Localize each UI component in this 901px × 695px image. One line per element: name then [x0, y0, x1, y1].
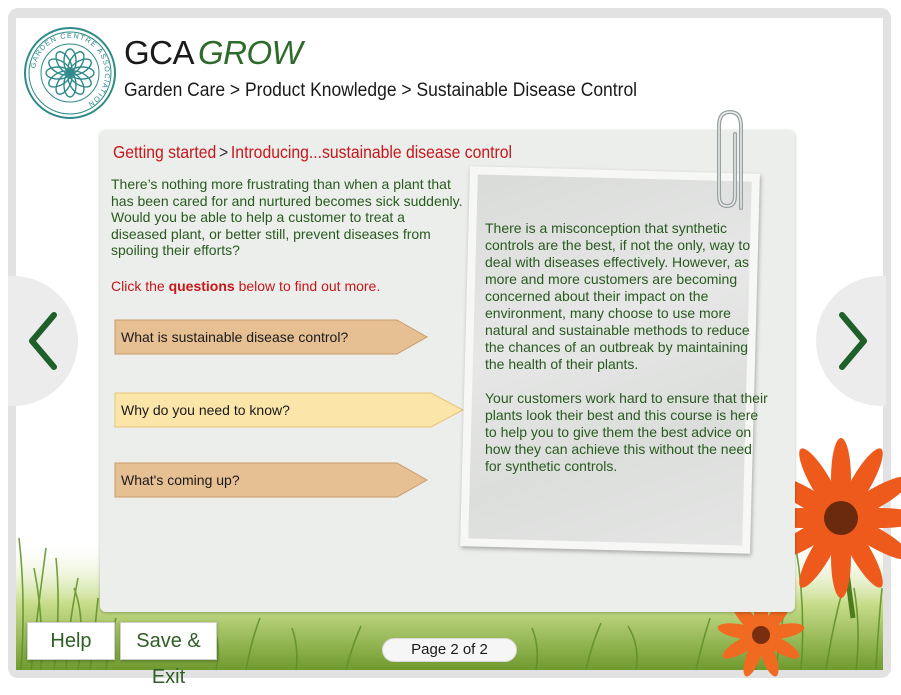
cta-bold: questions — [168, 278, 235, 294]
chevron-right-icon — [836, 311, 872, 371]
previous-page-button[interactable] — [8, 276, 78, 406]
course-breadcrumb: Garden Care > Product Knowledge > Sustainable Disease Control — [124, 80, 638, 101]
next-page-button[interactable] — [816, 276, 886, 406]
save-exit-button[interactable]: Save & Exit — [120, 622, 217, 660]
note-paragraph: Your customers work hard to ensure that their plants look their best and this course is here to help you to give them the best advice on how they can achieve this without the need for synthetic controls. — [485, 390, 768, 474]
question-label: What is sustainable disease control? — [121, 329, 349, 345]
cta-before: Click the — [111, 278, 169, 294]
question-stake-why-know[interactable] — [115, 393, 463, 427]
breadcrumb-separator: > — [219, 142, 229, 162]
note-card-text — [485, 220, 768, 492]
question-label: What's coming up? — [121, 472, 240, 488]
svg-text:GARDEN CENTRE ASSOCIATION: GARDEN CENTRE ASSOCIATION — [28, 30, 113, 110]
page-indicator: Page 2 of 2 — [382, 638, 517, 662]
breadcrumb-parent-link[interactable]: Getting started — [113, 142, 217, 162]
breadcrumb-current: Introducing...sustainable disease control — [230, 142, 512, 162]
call-to-action — [111, 278, 380, 294]
note-paragraph: There is a misconception that synthetic controls are the best, if not the only, way to deal with diseases effectively. However, as more and more customers are becoming concerned about their impact on the environment, many choose to use more natural and sustainable methods to reduce the chances of an outbreak by maintaining the health of their plants. — [485, 220, 751, 372]
question-stake-what-is[interactable] — [115, 320, 427, 354]
content-panel — [100, 130, 795, 612]
app-title-prefix: GCA — [124, 34, 195, 71]
orange-flower-large — [791, 418, 886, 618]
garden-centre-association-logo — [23, 26, 117, 120]
help-button[interactable]: Help — [27, 622, 115, 660]
intro-text: There’s nothing more frustrating than when a plant that has been cared for and nurtured becomes sick suddenly. Would you be able to help a customer to treat a diseased plant, or better still, prevent diseases from spoiling their efforts? — [111, 176, 463, 258]
chevron-left-icon — [24, 311, 60, 371]
paperclip-icon — [713, 108, 753, 218]
question-stake-coming-up[interactable] — [115, 463, 427, 497]
app-title — [124, 34, 302, 72]
app-title-suffix: GROW — [198, 34, 303, 71]
cta-after: below to find out more. — [234, 278, 381, 294]
course-stage — [16, 18, 883, 688]
topic-breadcrumb — [113, 142, 512, 163]
question-label: Why do you need to know? — [121, 402, 290, 418]
